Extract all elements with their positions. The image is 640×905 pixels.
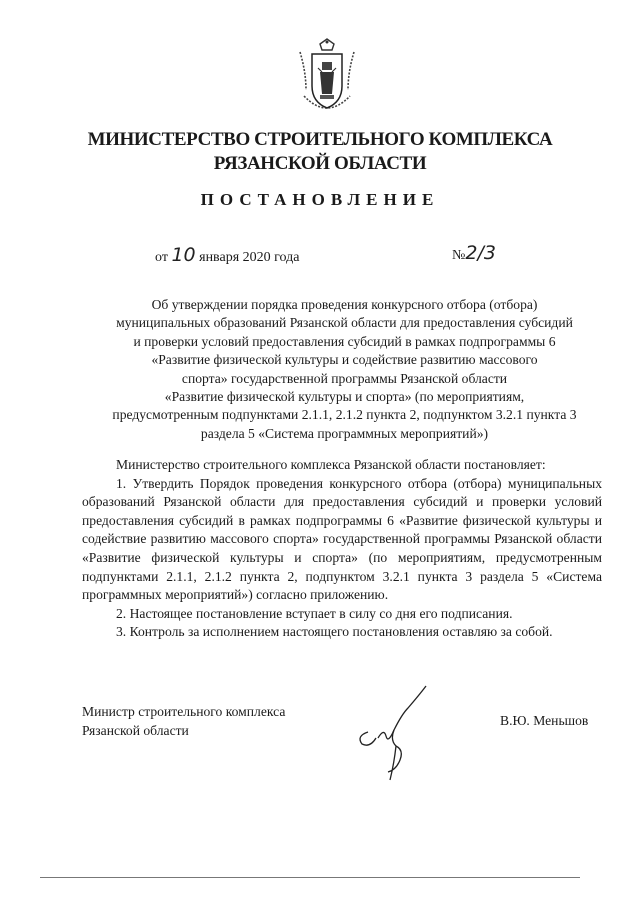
subject-line: «Развитие физической культуры и содействие развитию массового <box>151 352 538 368</box>
document-type-title: ПОСТАНОВЛЕНИЕ <box>200 190 440 209</box>
subject-line: предусмотренным подпунктами 2.1.1, 2.1.2 пункта 2, подпунктом 3.2.1 пункта 3 <box>112 407 577 423</box>
body-intro: Министерство строительного комплекса Рязанской области постановляет: <box>116 457 546 472</box>
subject-line: муниципальных образований Рязанской области для предоставления субсидий <box>116 315 573 331</box>
date-rest: января 2020 года <box>199 250 300 265</box>
body-item-3: 3. Контроль за исполнением настоящего постановления оставляю за собой. <box>116 624 553 640</box>
subject-line: Об утверждении порядка проведения конкурсного отбора (отбора) <box>151 297 538 312</box>
subject-line: и проверки условий предоставления субсидий в рамках подпрограммы 6 <box>133 333 556 349</box>
signatory-position-line1: Министр строительного комплекса <box>82 704 286 719</box>
body-item-2: 2. Настоящее постановление вступает в силу со дня его подписания. <box>116 605 513 621</box>
date-day-handwritten: 10 <box>171 244 196 266</box>
date-prefix: от <box>155 250 168 265</box>
signatory-position <box>82 703 285 740</box>
document-body <box>82 456 602 642</box>
subject-line: спорта» государственной программы Рязанской области <box>181 370 508 386</box>
coat-of-arms-emblem <box>296 38 358 120</box>
signatory-name: В.Ю. Меньшов <box>500 713 589 728</box>
bottom-rule-divider <box>40 877 580 878</box>
ministry-name-line2: РЯЗАНСКОЙ ОБЛАСТИ <box>213 153 427 174</box>
number-prefix: № <box>452 248 466 263</box>
handwritten-signature <box>350 680 440 790</box>
signatory-position-line2: Рязанской области <box>82 722 189 738</box>
subject-line: «Развитие физической культуры и спорта» (по мероприятиям, <box>164 389 525 405</box>
number-value-handwritten: 2/3 <box>465 242 496 264</box>
document-date <box>155 244 299 266</box>
subject-line: раздела 5 «Система программных мероприятий») <box>200 425 489 441</box>
body-item-1: 1. Утвердить Порядок проведения конкурсного отбора (отбора) муниципальных образований Рязанской области для предоставления субсидий и проверки условий предоставления субсидий в рамках подпрограммы 6 «Развитие физической культуры и содействие развитию массового спорта» государственной программы Рязанской области «Развитие физической культуры и спорта» (по мероприятиям, предусмотренным подпунктами 2.1.1, 2.1.2 пункта 2, подпунктом 3.2.1 пункта 3 раздела 5 «Система программных мероприятий») согласно приложению. <box>82 475 602 603</box>
document-subject <box>82 296 607 443</box>
ministry-name <box>0 128 640 176</box>
ministry-name-line1: МИНИСТЕРСТВО СТРОИТЕЛЬНОГО КОМПЛЕКСА <box>87 129 553 150</box>
document-number <box>452 242 496 264</box>
